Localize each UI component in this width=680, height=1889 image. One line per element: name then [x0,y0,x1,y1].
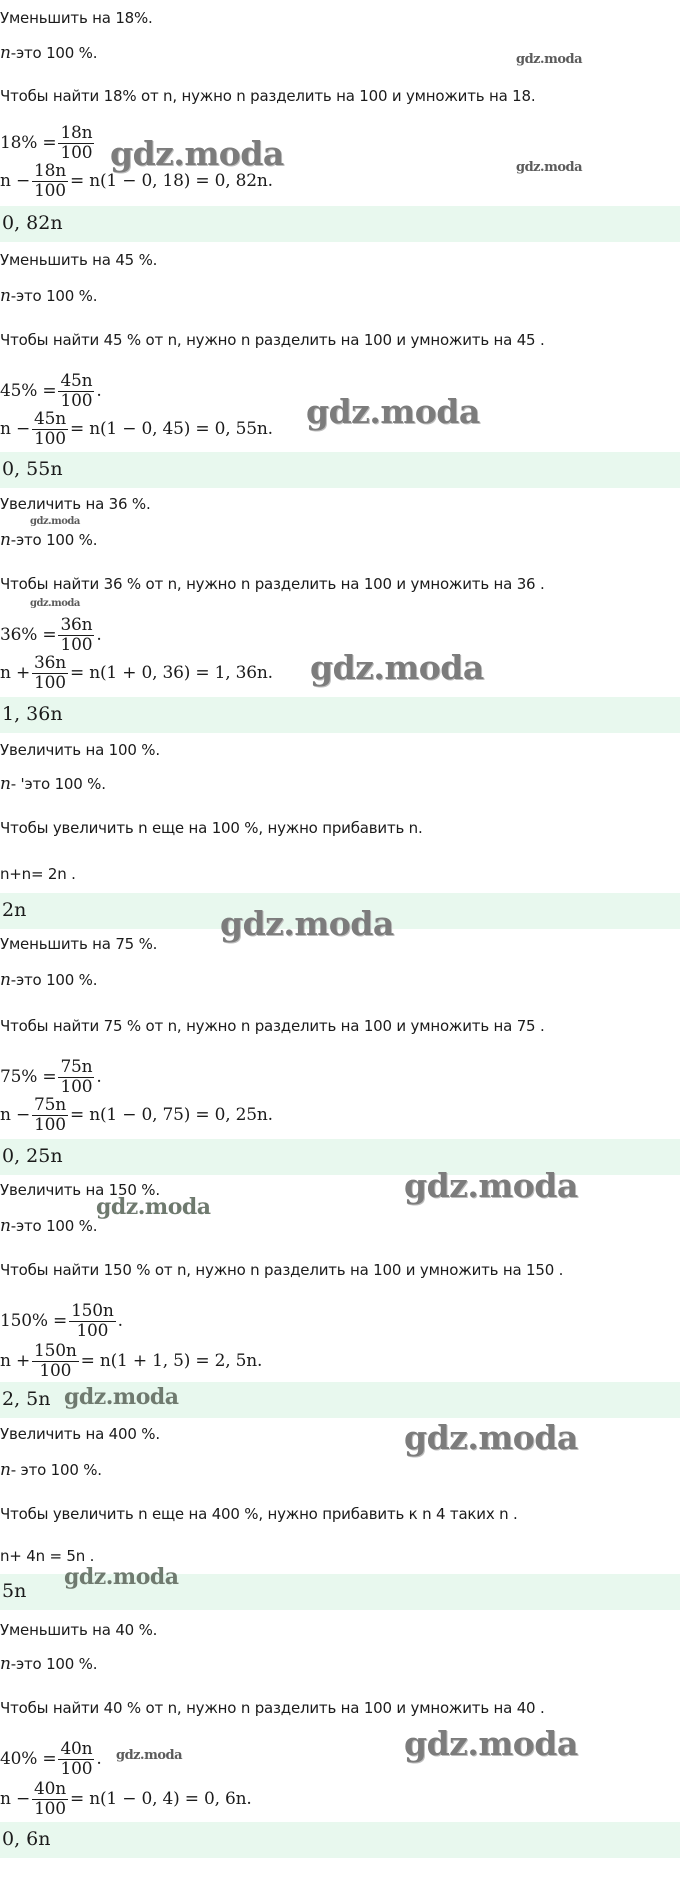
task-text: Увеличить на 150 %. [0,1181,160,1199]
equation-result: n + $\frac{36n}{100}$ = n(1 + 0, 36) = 1, 36n. [0,653,273,693]
rule-text: Чтобы найти 45 % от n, нужно n разделить на 100 и умножить на 45 . [0,331,545,349]
watermark-logo: gdz.moda [30,598,80,609]
answer-box [0,206,680,242]
fraction: $\frac{18n}{100}$ [60,123,93,163]
watermark-logo: gdz.moda [116,1748,183,1763]
fraction: $\frac{36n}{100}$ [34,653,66,693]
watermark-logo: gdz.moda [220,904,394,943]
equation-result: n + $\frac{150n}{100}$ = n(1 + 1, 5) = 2, 5n. [0,1341,263,1381]
equation-result: n − $\frac{18n}{100}$ = n(1 − 0, 18) = 0, 82n. [0,161,273,201]
rule-text: Чтобы увеличить n еще на 400 %, нужно прибавить к n 4 таких n . [0,1505,518,1523]
sum-equation: n+n= 2n . [0,865,76,883]
answer-value: 0, 25n [2,1145,63,1167]
fraction: $\frac{45n}{100}$ [60,371,93,411]
fraction: $\frac{36n}{100}$ [60,615,93,655]
watermark-logo: gdz.moda [110,134,284,173]
task-text: Уменьшить на 75 %. [0,935,158,953]
task-text: Увеличить на 36 %. [0,495,151,513]
base-text: n- это 100 %. [0,1460,102,1480]
watermark-logo: gdz.moda [64,1384,179,1410]
equation-result: n − $\frac{40n}{100}$ = n(1 − 0, 4) = 0, 6n. [0,1779,252,1819]
fraction: $\frac{75n}{100}$ [34,1095,66,1135]
answer-value: 0, 82n [2,212,63,234]
answer-value: 1, 36n [2,703,63,725]
task-text: Увеличить на 100 %. [0,741,160,759]
rule-text: Чтобы найти 36 % от n, нужно n разделить на 100 и умножить на 36 . [0,575,545,593]
answer-value: 2n [2,899,27,921]
fraction: $\frac{18n}{100}$ [34,161,66,201]
watermark-logo: gdz.moda [404,1724,578,1763]
fraction: $\frac{45n}{100}$ [34,409,66,449]
base-text: n-это 100 %. [0,1216,98,1236]
base-text: n-это 100 %. [0,530,98,550]
rule-text: Чтобы найти 40 % от n, нужно n разделить на 100 и умножить на 40 . [0,1699,545,1717]
task-text: Уменьшить на 18%. [0,9,153,27]
equation-percent: 40% = $\frac{40n}{100}$ . [0,1739,102,1779]
watermark-logo: gdz.moda [306,392,480,431]
watermark-logo: gdz.moda [404,1166,578,1205]
answer-value: 2, 5n [2,1388,51,1410]
watermark-logo: gdz.moda [96,1194,211,1220]
equation-percent: 45% = $\frac{45n}{100}$ . [0,371,102,411]
task-text: Уменьшить на 45 %. [0,251,158,269]
base-text: n- 'это 100 %. [0,774,106,794]
answer-box [0,452,680,488]
watermark-logo: gdz.moda [310,648,484,687]
watermark-logo: gdz.moda [516,160,583,175]
answer-box [0,1139,680,1175]
fraction: $\frac{75n}{100}$ [60,1057,93,1097]
equation-result: n − $\frac{75n}{100}$ = n(1 − 0, 75) = 0, 25n. [0,1095,273,1135]
fraction: $\frac{150n}{100}$ [71,1301,114,1341]
task-text: Увеличить на 400 %. [0,1425,160,1443]
watermark-logo: gdz.moda [404,1418,578,1457]
equation-percent: 75% = $\frac{75n}{100}$ . [0,1057,102,1097]
equation-result: n − $\frac{45n}{100}$ = n(1 − 0, 45) = 0, 55n. [0,409,273,449]
rule-text: Чтобы найти 150 % от n, нужно n разделить на 100 и умножить на 150 . [0,1261,564,1279]
base-text: n-это 100 %. [0,286,98,306]
watermark-logo: gdz.moda [64,1564,179,1590]
answer-value: 0, 55n [2,458,63,480]
equation-percent: 150% = $\frac{150n}{100}$ . [0,1301,123,1341]
fraction: $\frac{150n}{100}$ [34,1341,77,1381]
answer-value: 5n [2,1580,27,1602]
watermark-logo: gdz.moda [516,52,583,67]
sum-equation: n+ 4n = 5n . [0,1547,95,1565]
fraction: $\frac{40n}{100}$ [34,1779,66,1819]
equation-percent: 36% = $\frac{36n}{100}$ . [0,615,102,655]
base-text: n-это 100 %. [0,970,98,990]
rule-text: Чтобы найти 75 % от n, нужно n разделить на 100 и умножить на 75 . [0,1017,545,1035]
base-text: n-это 100 %. [0,1654,98,1674]
answer-value: 0, 6n [2,1828,51,1850]
base-text: n-это 100 %. [0,43,98,63]
rule-text: Чтобы увеличить n еще на 100 %, нужно прибавить n. [0,819,423,837]
answer-box [0,697,680,733]
watermark-logo: gdz.moda [30,516,80,527]
equation-percent: 18% = $\frac{18n}{100}$ [0,123,93,163]
rule-text: Чтобы найти 18% от n, нужно n разделить на 100 и умножить на 18. [0,87,536,105]
task-text: Уменьшить на 40 %. [0,1621,158,1639]
fraction: $\frac{40n}{100}$ [60,1739,93,1779]
answer-box [0,1822,680,1858]
